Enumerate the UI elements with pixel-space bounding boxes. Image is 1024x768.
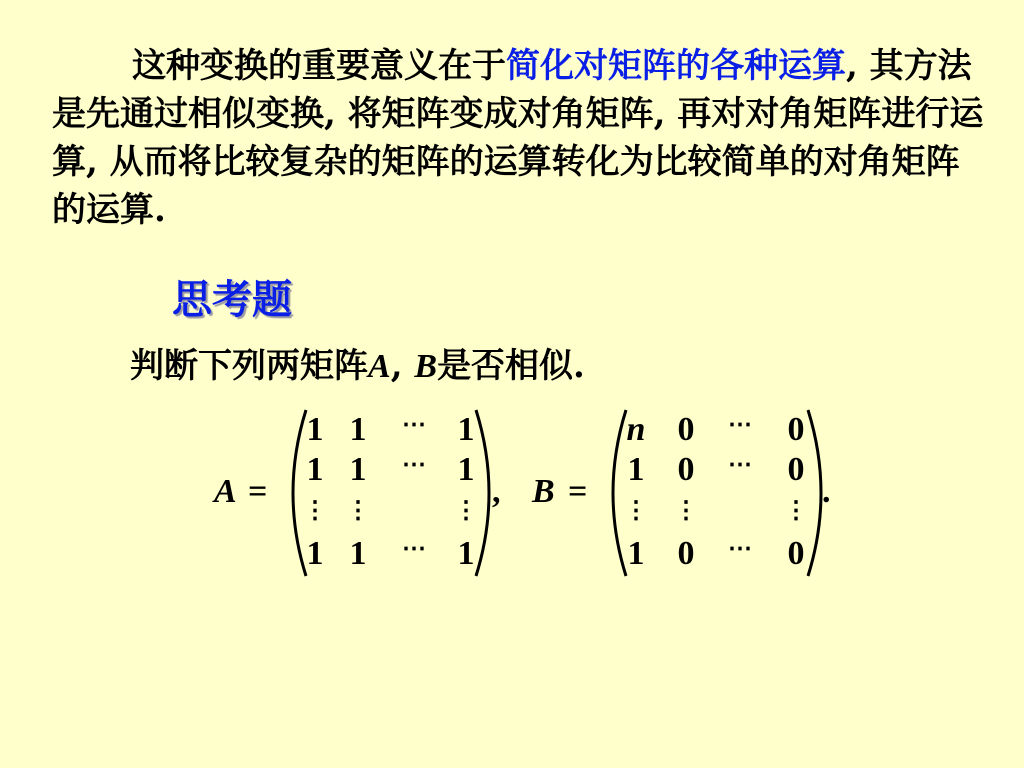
matrix-a-cell: ⋮ xyxy=(346,498,370,524)
matrix-a-equals: = xyxy=(248,473,268,510)
matrix-a-right-paren xyxy=(476,410,489,576)
question-text xyxy=(130,338,585,387)
intro-paragraph xyxy=(52,42,992,234)
question-prefix: 判断下列两矩阵 xyxy=(130,346,368,386)
matrix-b-cell: ⋮ xyxy=(624,498,648,524)
matrix-b-right-paren xyxy=(808,410,821,576)
matrix-b-cell: n xyxy=(626,411,646,448)
matrix-a-left-paren xyxy=(293,410,306,576)
matrix-a-cell: ⋯ xyxy=(402,536,426,562)
matrix-b-cell: 0 xyxy=(787,535,805,572)
section-title: 思考题 xyxy=(172,276,292,323)
matrix-b-cell: 0 xyxy=(677,411,695,448)
matrix-b-cell: 0 xyxy=(677,451,695,488)
matrix-a-cell: ⋮ xyxy=(303,498,327,524)
matrix-b-left-paren xyxy=(613,410,626,576)
matrix-a-cell: ⋯ xyxy=(402,452,426,478)
question-var-a: A xyxy=(368,348,391,385)
matrix-b-cell: 0 xyxy=(787,451,805,488)
matrix-b-cell: ⋯ xyxy=(728,536,752,562)
matrix-a-cell: ⋯ xyxy=(402,412,426,438)
matrix-a-cell: 1 xyxy=(457,451,475,488)
matrix-a-trailing: , xyxy=(492,473,501,510)
matrix-b-cell: ⋯ xyxy=(728,412,752,438)
matrix-b-cell: 0 xyxy=(787,411,805,448)
matrix-a-cell: 1 xyxy=(306,535,324,572)
matrix-a-cell: 1 xyxy=(306,451,324,488)
matrix-b-cell: 1 xyxy=(627,535,645,572)
matrix-b-cell: ⋮ xyxy=(674,498,698,524)
matrix-a-cell: ⋮ xyxy=(454,498,478,524)
paragraph-highlight: 简化对矩阵的各种运算 xyxy=(506,46,846,86)
matrix-b-cell: ⋮ xyxy=(784,498,808,524)
matrix-a-cell: 1 xyxy=(457,535,475,572)
matrix-a-cell: 1 xyxy=(306,411,324,448)
matrix-b-cell: 1 xyxy=(627,451,645,488)
matrix-b-name: B xyxy=(532,473,555,510)
matrix-a-name: A xyxy=(214,473,237,510)
matrix-b-cells xyxy=(624,411,808,572)
matrix-b-cell: 0 xyxy=(677,535,695,572)
question-suffix: 是否相似. xyxy=(437,346,585,386)
matrix-a-cell: 1 xyxy=(349,535,367,572)
matrix-a-cell: 1 xyxy=(349,451,367,488)
paragraph-text-after: , 其方法是先通过相似变换, 将矩阵变成对角矩阵, 再对对角矩阵进行运算, 从而将比较复杂的矩阵的运算转化为比较简单的对角矩阵的运算. xyxy=(52,46,984,230)
question-var-b: B xyxy=(414,348,438,385)
matrix-b-trailing: . xyxy=(822,473,831,510)
question-comma: , xyxy=(390,346,415,386)
matrix-a-cell: 1 xyxy=(349,411,367,448)
paragraph-text-before: 这种变换的重要意义在于 xyxy=(132,46,506,86)
matrix-a-cells xyxy=(303,411,478,572)
matrix-a-cell: 1 xyxy=(457,411,475,448)
matrix-b-equals: = xyxy=(568,473,588,510)
matrix-b-cell: ⋯ xyxy=(728,452,752,478)
